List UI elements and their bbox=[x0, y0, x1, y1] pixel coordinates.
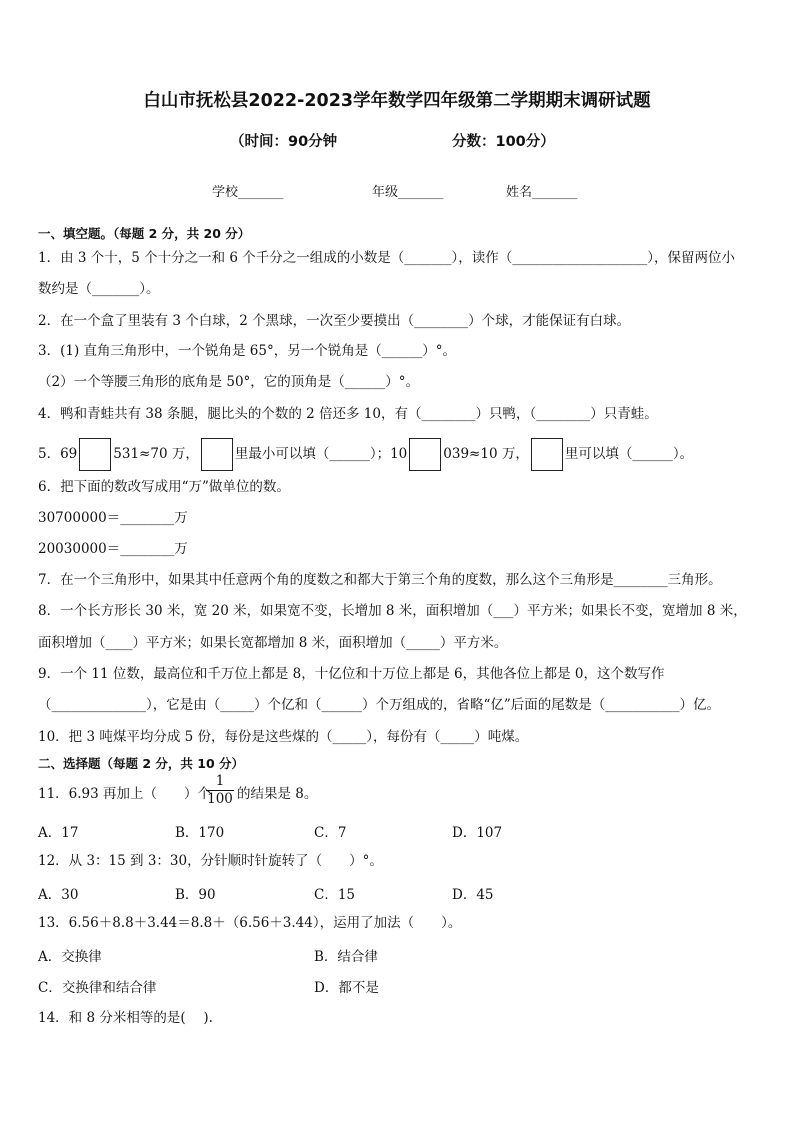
q11-after: 的结果是 8。 bbox=[237, 786, 318, 802]
q5-part3: 里最小可以填（______）；10 bbox=[234, 446, 408, 462]
q14-line: 14．和 8 分米相等的是( ). bbox=[38, 1010, 213, 1026]
q6-item1: 30700000＝________万 bbox=[38, 510, 188, 526]
q13-line: 13．6.56＋8.8＋3.44＝8.8＋（6.56＋3.44），运用了加法（ ）。 bbox=[38, 915, 462, 931]
q11-option-a: A．17 bbox=[38, 825, 79, 841]
q11-fraction bbox=[206, 773, 234, 808]
q12-option-c: C．15 bbox=[314, 887, 356, 903]
q8-line2: 面积增加（____）平方米；如果长宽都增加 8 米，面积增加（_____）平方米。 bbox=[38, 635, 508, 651]
q5-line bbox=[38, 438, 693, 471]
answer-box bbox=[79, 438, 111, 471]
q12-line: 12．从 3：15 到 3：30，分针顺时针旋转了（ ）°。 bbox=[38, 853, 383, 869]
q6-item2: 20030000＝________万 bbox=[38, 541, 188, 557]
q3-line2: （2）一个等腰三角形的底角是 50°，它的顶角是（______）°。 bbox=[38, 374, 420, 390]
exam-time: （时间：90分钟 bbox=[230, 134, 338, 150]
q13-option-c: C．交换律和结合律 bbox=[38, 980, 157, 996]
q7-line: 7．在一个三角形中，如果其中任意两个角的度数之和都大于第三个角的度数，那么这个三角形是________三角形。 bbox=[38, 572, 722, 588]
q5-part4: 039≈10 万， bbox=[443, 446, 529, 462]
q5-part1: 5．69 bbox=[38, 446, 78, 462]
answer-box bbox=[409, 438, 441, 471]
q12-option-b: B．90 bbox=[175, 887, 216, 903]
exam-title: 白山市抚松县2022-2023学年数学四年级第二学期期末调研试题 bbox=[143, 91, 651, 111]
q11-option-d: D．107 bbox=[452, 825, 503, 841]
q11-option-b: B．170 bbox=[175, 825, 225, 841]
fraction-denominator: 100 bbox=[207, 791, 233, 807]
grade-field: 年级_______ bbox=[372, 185, 444, 200]
q11-before: 11．6.93 再加上（ ）个 bbox=[38, 786, 212, 802]
q8-line1: 8．一个长方形长 30 米，宽 20 米，如果宽不变，长增加 8 米，面积增加（___）平方米；如果长不变，宽增加 8 米， bbox=[38, 603, 747, 619]
q10-line: 10．把 3 吨煤平均分成 5 份，每份是这些煤的（_____），每份有（_____）吨煤。 bbox=[38, 729, 529, 745]
answer-box bbox=[201, 438, 233, 471]
q1-line2: 数约是（_______）。 bbox=[38, 281, 160, 297]
section2-heading: 二、选择题（每题 2 分，共 10 分） bbox=[38, 756, 245, 771]
q12-option-a: A．30 bbox=[38, 887, 79, 903]
section1-heading: 一、填空题。（每题 2 分，共 20 分） bbox=[38, 226, 251, 241]
answer-box bbox=[531, 438, 563, 471]
school-field: 学校_______ bbox=[212, 185, 284, 200]
q13-option-d: D．都不是 bbox=[314, 980, 379, 996]
q5-part5: 里可以填（______）。 bbox=[564, 446, 694, 462]
q3-line1: 3．(1) 直角三角形中，一个锐角是 65°，另一个锐角是（______）°。 bbox=[38, 343, 456, 359]
q6-line: 6．把下面的数改写成用“万”做单位的数。 bbox=[38, 479, 290, 495]
q13-option-a: A．交换律 bbox=[38, 949, 102, 965]
exam-score: 分数：100分） bbox=[452, 134, 555, 150]
q13-option-b: B．结合律 bbox=[314, 949, 378, 965]
q9-line1: 9．一个 11 位数，最高位和千万位上都是 8，十亿位和十万位上都是 6，其他各位上都是 0，这个数写作 bbox=[38, 666, 665, 682]
name-field: 姓名_______ bbox=[506, 185, 578, 200]
q5-part2: 531≈70 万， bbox=[113, 446, 199, 462]
fraction-numerator: 1 bbox=[206, 773, 234, 791]
q1-line1: 1．由 3 个十，5 个十分之一和 6 个千分之一组成的小数是（_______），读作（____________________），保留两位小 bbox=[38, 250, 736, 266]
q12-option-d: D．45 bbox=[452, 887, 494, 903]
q9-line2: （______________），它是由（_____）个亿和（______）个万组成的，省略“亿”后面的尾数是（___________）亿。 bbox=[38, 697, 721, 713]
q2-line: 2．在一个盒了里装有 3 个白球，2 个黑球，一次至少要摸出（________）个球，才能保证有白球。 bbox=[38, 313, 631, 329]
q11-option-c: C．7 bbox=[314, 825, 347, 841]
q4-line: 4．鸭和青蛙共有 38 条腿，腿比头的个数的 2 倍还多 10，有（________）只鸭，（________）只青蛙。 bbox=[38, 406, 658, 422]
